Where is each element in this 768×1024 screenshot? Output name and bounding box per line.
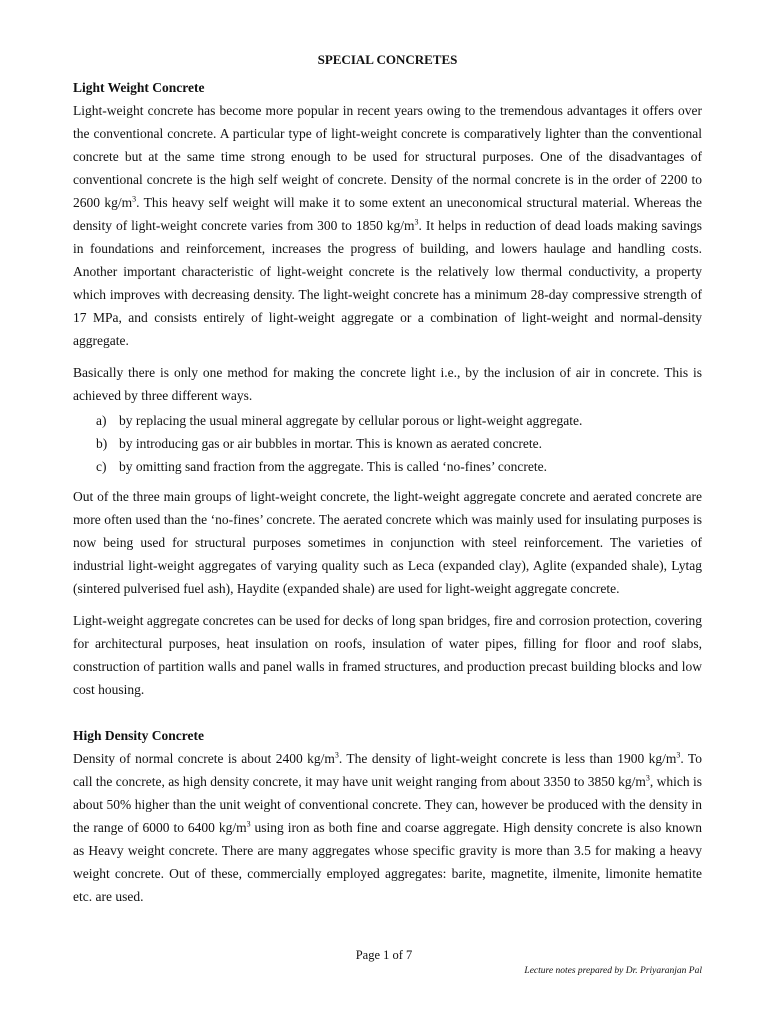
list-item	[73, 432, 702, 455]
text-run: . It helps in reduction of dead loads making savings in foundations and reinforcement, increases the progress of building, and lowers haulage and handling costs. Another important characteristic of light-weight concrete is the relatively low thermal conductivity, a property which improves with decreasing density. The light-weight concrete has a minimum 28-day compressive strength of 17 MPa, and consists entirely of light-weight aggregate or a combination of light-weight and normal-density aggregate.	[73, 218, 702, 348]
paragraph-methods: Basically there is only one method for making the concrete light i.e., by the inclusion of air in concrete. This is achieved by three different ways.	[73, 365, 702, 403]
document-body	[73, 50, 702, 917]
superscript: 3	[334, 750, 339, 760]
section-heading-high-density: High Density Concrete	[73, 728, 204, 743]
list-marker: a)	[96, 413, 107, 428]
superscript: 3	[132, 194, 137, 204]
list-item	[73, 409, 702, 432]
superscript: 3	[645, 773, 650, 783]
paragraph-groups: Out of the three main groups of light-weight concrete, the light-weight aggregate concrete and aerated concrete are more often used than the ‘no-fines’ concrete. The aerated concrete which was mainly used for insulating purposes is now being used for structural purposes sometimes in conjunction with steel reinforcement. The varieties of industrial light-weight aggregates of varying quality such as Leca (expanded clay), Aglite (expanded shale), Lytag (sintered pulverised fuel ash), Haydite (expanded shale) are used for light-weight aggregate concrete.	[73, 489, 702, 596]
page-title: SPECIAL CONCRETES	[317, 52, 458, 67]
methods-list	[73, 409, 702, 478]
text-run: , which is about 50% higher than the unit weight of conventional concrete. They can, however be produced with the density in the range of 6000 to 6400 kg/m	[73, 774, 702, 835]
superscript: 3	[246, 819, 251, 829]
paragraph-light-weight-intro	[73, 99, 702, 352]
section-heading-light-weight: Light Weight Concrete	[73, 80, 205, 95]
superscript: 3	[414, 217, 419, 227]
author-note: Lecture notes prepared by Dr. Priyaranjan Pal	[524, 966, 702, 976]
list-marker: b)	[96, 436, 108, 451]
paragraph-high-density	[73, 747, 702, 908]
text-run: Light-weight concrete has become more popular in recent years owing to the tremendous advantages it offers over the conventional concrete. A particular type of light-weight concrete is comparatively lighter than the conventional concrete but at the same time strong enough to be used for structural purposes. One of the disadvantages of conventional concrete is the high self weight of concrete. Density of the normal concrete is in the order of 2200 to 2600 kg/m	[73, 103, 702, 210]
section-spacer	[73, 710, 702, 724]
text-run: . This heavy self weight will make it to some extent an uneconomical structural material. Whereas the density of light-weight concrete varies from 300 to 1850 kg/m	[73, 195, 702, 233]
superscript: 3	[676, 750, 681, 760]
list-marker: c)	[96, 459, 107, 474]
page-number: Page 1 of 7	[355, 948, 413, 962]
list-item-text: by omitting sand fraction from the aggregate. This is called ‘no-fines’ concrete.	[119, 459, 547, 474]
list-item-text: by introducing gas or air bubbles in mortar. This is known as aerated concrete.	[119, 436, 543, 451]
text-run: . The density of light-weight concrete is less than 1900 kg/m	[338, 751, 677, 766]
list-item	[73, 455, 702, 478]
text-run: Density of normal concrete is about 2400 kg/m	[73, 751, 335, 766]
text-run: using iron as both fine and coarse aggregate. High density concrete is also known as Heavy weight concrete. There are many aggregates whose specific gravity is more than 3.5 for making a heavy weight concrete. Out of these, commercially employed aggregates: barite, magnetite, ilmenite, limonite hematite etc. are used.	[73, 820, 702, 904]
text-run: . To call the concrete, as high density concrete, it may have unit weight ranging from about 3350 to 3850 kg/m	[73, 751, 702, 789]
list-item-text: by replacing the usual mineral aggregate by cellular porous or light-weight aggregate.	[119, 413, 583, 428]
paragraph-uses: Light-weight aggregate concretes can be used for decks of long span bridges, fire and corrosion protection, covering for architectural purposes, heat insulation on roofs, insulation of water pipes, filling for floor and roof slabs, construction of partition walls and panel walls in framed structures, and production precast building blocks and low cost housing.	[73, 613, 702, 697]
